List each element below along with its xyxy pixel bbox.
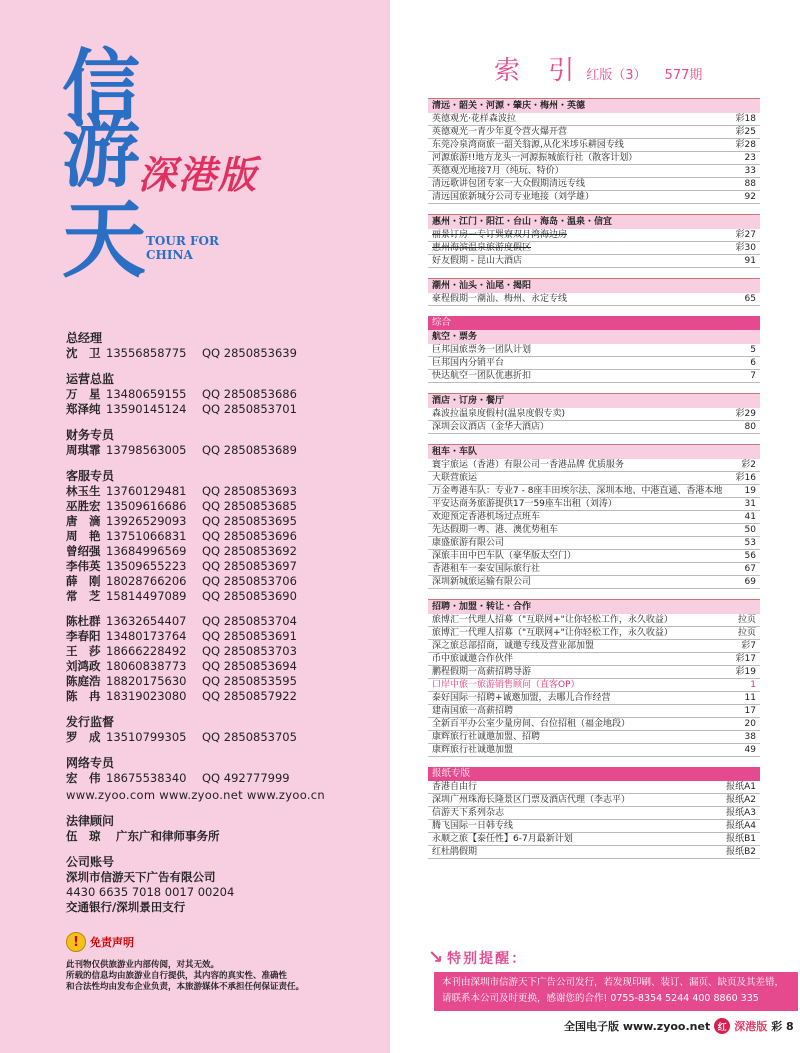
index-row-title: 森波拉温泉度假村(温泉度假专卖): [432, 409, 566, 419]
staff-phone: 13926529093: [106, 514, 187, 528]
staff-phone: 18028766206: [106, 574, 187, 588]
staff-directory: [66, 330, 386, 925]
staff-qq: QQ 2850853696: [202, 529, 297, 543]
index-row-page: 彩18: [735, 114, 756, 124]
staff-name: 罗 成: [66, 730, 101, 744]
index-row-page: 19: [744, 486, 756, 496]
staff-group-title: 运营总监: [66, 372, 115, 386]
index-row-page: 56: [744, 551, 756, 561]
notice-title: 特别提醒：: [447, 951, 528, 967]
website-list: [66, 788, 386, 803]
staff-qq: QQ 2850853595: [202, 674, 297, 688]
index-row[interactable]: [428, 807, 760, 820]
staff-person: [66, 689, 386, 704]
staff-phone: 18060838773: [106, 659, 187, 673]
staff-phone: 18666228492: [106, 644, 187, 658]
section-title: 招聘・加盟・转让・合作: [428, 599, 760, 614]
index-row-page: 彩7: [741, 641, 756, 651]
staff-phone: 13760129481: [106, 484, 187, 498]
index-row[interactable]: [428, 152, 760, 165]
index-section: [428, 278, 760, 306]
arrow-icon: ↘: [428, 947, 444, 968]
index-row[interactable]: [428, 165, 760, 178]
index-row-page: 65: [744, 294, 756, 304]
staff-group: [66, 614, 386, 704]
notice-line: 本刊由深圳市信游天下广告公司发行，若发现印刷、装订、漏页、缺页及其差错，: [442, 977, 785, 988]
section-title: 清远・韶关・河源・肇庆・梅州・英德: [428, 98, 760, 113]
staff-qq: QQ 2850853704: [202, 614, 297, 628]
staff-group-title: 网络专员: [66, 756, 115, 770]
index-row-title: 香港自由行: [432, 782, 478, 792]
staff-qq: QQ 2850853693: [202, 484, 297, 498]
index-row-title: 万金粤港车队：专业7 - 8座丰田埃尔法、深圳本地、中港直通、香港本地: [432, 486, 723, 496]
staff-name: 刘鸿政: [66, 659, 101, 673]
staff-qq: QQ 2850853706: [202, 574, 297, 588]
warning-icon: !: [66, 932, 86, 952]
index-row-page: 80: [744, 422, 756, 432]
index-row[interactable]: [428, 833, 760, 846]
staff-person: [66, 484, 386, 499]
staff-name: 郑泽纯: [66, 402, 101, 416]
disclaimer: [66, 932, 376, 993]
index-row[interactable]: [428, 370, 760, 383]
index-section: [428, 316, 760, 383]
index-row[interactable]: [428, 794, 760, 807]
index-row-title: 币中旅诚邀合作伙伴: [432, 654, 514, 664]
index-row-page: 20: [744, 719, 756, 729]
index-row[interactable]: [428, 511, 760, 524]
staff-name: 周琪霏: [66, 443, 101, 457]
index-row-page: 报纸A3: [726, 808, 756, 818]
index-row[interactable]: [428, 576, 760, 589]
staff-name: 李春阳: [66, 629, 101, 643]
staff-name: 陈庭浩: [66, 674, 101, 688]
index-title: 索 引: [494, 56, 585, 86]
staff-phone: 18319023080: [106, 689, 187, 703]
index-row-page: 23: [744, 153, 756, 163]
legal-name: 伍 琼: [66, 829, 101, 843]
index-row[interactable]: [428, 191, 760, 204]
index-row-page: 彩19: [735, 667, 756, 677]
index-row[interactable]: [428, 485, 760, 498]
index-row-page: 17: [744, 706, 756, 716]
index-row-title: 巨邦国内分销平台: [432, 358, 505, 368]
index-row-title: 深圳会议酒店（金华大酒店）: [432, 422, 550, 432]
footer-page: 彩 8: [771, 1020, 794, 1033]
index-section: [428, 98, 760, 204]
staff-qq: QQ 2850853695: [202, 514, 297, 528]
index-row[interactable]: [428, 781, 760, 794]
index-row[interactable]: [428, 744, 760, 757]
index-section: [428, 444, 760, 589]
index-row-title: 康辉旅行社诚邀加盟、招聘: [432, 732, 541, 742]
right-panel: [414, 0, 800, 1053]
index-row-page: 彩27: [735, 230, 756, 240]
index-row-title: 腾飞国际一日韩专线: [432, 821, 514, 831]
magazine-logo: [62, 42, 262, 289]
index-row-title: 英德观光一青少年夏令营火爆开营: [432, 127, 568, 137]
staff-group: [66, 755, 386, 786]
staff-person: [66, 346, 386, 361]
staff-name: 陈 冉: [66, 689, 101, 703]
account-company: 深圳市信游天下广告有限公司: [66, 870, 216, 884]
staff-name: 李伟英: [66, 559, 101, 573]
staff-phone: 13798563005: [106, 443, 187, 457]
staff-phone: 13509616686: [106, 499, 187, 513]
staff-qq: QQ 2850857922: [202, 689, 297, 703]
staff-person: [66, 659, 386, 674]
staff-name: 王 莎: [66, 644, 101, 658]
staff-qq: QQ 2850853639: [202, 346, 297, 360]
staff-phone: 13590145124: [106, 402, 187, 416]
staff-phone: 13632654407: [106, 614, 187, 628]
index-row-page: 彩28: [735, 140, 756, 150]
staff-name: 曾绍强: [66, 544, 101, 558]
index-row-title: 深之旅总部招商，诚邀专线及营业部加盟: [432, 641, 595, 651]
index-row[interactable]: [428, 640, 760, 653]
footer-label: 全国电子版 www.zyoo.net: [564, 1020, 711, 1033]
staff-qq: QQ 2850853703: [202, 644, 297, 658]
index-row[interactable]: [428, 550, 760, 563]
section-title: 惠州・江门・阳江・台山・海岛・温泉・信宜: [428, 214, 760, 229]
index-row-title: 欢迎预定香港机场过点班车: [432, 512, 541, 522]
section-title: 综合: [428, 316, 760, 330]
index-row-page: 33: [744, 166, 756, 176]
index-row-page: 67: [744, 564, 756, 574]
index-row-page: 彩16: [735, 473, 756, 483]
index-row-page: 报纸B1: [726, 834, 756, 844]
legal-title: 法律顾问: [66, 814, 115, 828]
staff-name: 巫胜宏: [66, 499, 101, 513]
index-row-title: 大联营旅运: [432, 473, 478, 483]
index-row-title: 建南国旅一高薪招聘: [432, 706, 514, 716]
index-row-page: 彩17: [735, 654, 756, 664]
index-row-page: 50: [744, 525, 756, 535]
staff-phone: 13751066831: [106, 529, 187, 543]
index-row-title: 英德观光·花样森波拉: [432, 114, 516, 124]
staff-person: [66, 629, 386, 644]
footer-brand: 深港版: [734, 1020, 768, 1033]
index-row-title: 快达航空一团队优惠折扣: [432, 371, 532, 381]
index-row-page: 拉页: [737, 615, 756, 625]
index-row[interactable]: [428, 255, 760, 268]
index-row-page: 69: [744, 577, 756, 587]
index-row-title: 康辉旅行社诚邀加盟: [432, 745, 514, 755]
index-row-title: 永顺之旅【泰任性】6-7月最新计划: [432, 834, 573, 844]
staff-person: [66, 387, 386, 402]
staff-person: [66, 614, 386, 629]
index-row-page: 7: [750, 371, 756, 381]
index-row-title: 信游天下系列杂志: [432, 808, 505, 818]
staff-name: 沈 卫: [66, 346, 101, 360]
staff-group-title: 客服专员: [66, 469, 115, 483]
staff-qq: QQ 2850853694: [202, 659, 297, 673]
account-number: 4430 6635 7018 0017 00204: [66, 885, 235, 899]
staff-name: 常 芝: [66, 589, 101, 603]
index-row[interactable]: [428, 242, 760, 255]
index-row[interactable]: [428, 293, 760, 306]
index-row[interactable]: [428, 653, 760, 666]
index-row-page: 31: [744, 499, 756, 509]
disclaimer-line: 此刊物仅供旅游业内部传阅，对其无效。: [66, 960, 220, 970]
staff-person: [66, 443, 386, 458]
index-row-page: 彩30: [735, 243, 756, 253]
index-row-page: 报纸A4: [726, 821, 756, 831]
page-footer: [564, 1018, 794, 1034]
index-row[interactable]: [428, 472, 760, 485]
index-row-title: 深圳新城旅运输有限公司: [432, 577, 532, 587]
section-subtitle: 航空・票务: [428, 330, 760, 344]
index-row-page: 6: [750, 358, 756, 368]
websites: www.zyoo.com www.zyoo.net www.zyoo.cn: [66, 788, 326, 802]
staff-qq: QQ 2850853697: [202, 559, 297, 573]
staff-qq: QQ 2850853685: [202, 499, 297, 513]
section-title: 报纸专版: [428, 767, 760, 781]
staff-qq: QQ 2850853686: [202, 387, 297, 401]
index-row[interactable]: [428, 126, 760, 139]
index-row-page: 49: [744, 745, 756, 755]
index-row-title: 清远歌讲包团专家一大众假期清远专线: [432, 179, 586, 189]
staff-phone: 13684996569: [106, 544, 187, 558]
staff-group-title: 发行监督: [66, 715, 115, 729]
staff-person: [66, 402, 386, 417]
legal-firm: 广东广和律师事务所: [116, 829, 220, 843]
index-row[interactable]: [428, 229, 760, 242]
staff-phone: 13510799305: [106, 730, 187, 744]
index-row[interactable]: [428, 820, 760, 833]
notice-body: [434, 972, 798, 1011]
staff-person: [66, 644, 386, 659]
index-row[interactable]: [428, 344, 760, 357]
index-row[interactable]: [428, 614, 760, 627]
index-row[interactable]: [428, 113, 760, 126]
index-row[interactable]: [428, 563, 760, 576]
account-bank: 交通银行/深圳景田支行: [66, 900, 186, 914]
index-sections: [428, 98, 760, 869]
index-row[interactable]: [428, 139, 760, 152]
staff-person: [66, 499, 386, 514]
staff-qq: QQ 2850853690: [202, 589, 297, 603]
index-row-title: 英德观光地接7月（纯玩、特价）: [432, 166, 564, 176]
logo-char-1: 信: [62, 42, 141, 132]
index-row-page: 91: [744, 256, 756, 266]
staff-qq: QQ 2850853691: [202, 629, 297, 643]
staff-phone: 18675538340: [106, 771, 187, 785]
index-row-page: 11: [744, 693, 756, 703]
index-row[interactable]: [428, 537, 760, 550]
staff-name: 林玉生: [66, 484, 101, 498]
staff-person: [66, 771, 386, 786]
index-row-title: 寰宇旅运（香港）有限公司一香港品牌 优质服务: [432, 460, 624, 470]
index-row[interactable]: [428, 846, 760, 859]
index-row-title: 口岸中旅一旅游销售顾问（直客OP）: [432, 680, 580, 690]
staff-phone: 13480173764: [106, 629, 187, 643]
staff-name: 陈杜群: [66, 614, 101, 628]
index-row[interactable]: [428, 459, 760, 472]
staff-group-title: 总经理: [66, 331, 103, 345]
index-row-title: 先达假期一粤、港、澳优势租车: [432, 525, 559, 535]
index-row-title: 旅博汇一代理人招募（"互联网+"让你轻松工作，永久收益）: [432, 628, 673, 638]
staff-person: [66, 730, 386, 745]
index-row[interactable]: [428, 731, 760, 744]
disclaimer-line: 和合法性均由发布企业负责，本旅游媒体不承担任何保证责任。: [66, 982, 305, 992]
section-title: 酒店・订房・餐厅: [428, 393, 760, 408]
index-row-title: 深旅丰田中巴车队（豪华版太空门）: [432, 551, 577, 561]
staff-person: [66, 514, 386, 529]
index-row-title: 好友假期 - 昆山大酒店: [432, 256, 522, 266]
logo-char-3: 天: [62, 191, 147, 289]
staff-qq: QQ 2850853701: [202, 402, 297, 416]
staff-name: 宏 伟: [66, 771, 101, 785]
index-row-title: 鹏程假期一高薪招聘导游: [432, 667, 532, 677]
index-row[interactable]: [428, 178, 760, 191]
staff-phone: 13509655223: [106, 559, 187, 573]
legal-group: [66, 813, 386, 844]
staff-person: [66, 544, 386, 559]
index-row[interactable]: [428, 718, 760, 731]
index-row-page: 92: [744, 192, 756, 202]
staff-group: [66, 468, 386, 604]
index-row-page: 5: [750, 345, 756, 355]
index-row-page: 彩25: [735, 127, 756, 137]
red-edition-badge-icon: 红: [714, 1018, 730, 1034]
index-section: [428, 599, 760, 757]
staff-qq: QQ 492777999: [202, 771, 290, 785]
index-row-page: 53: [744, 538, 756, 548]
index-row-title: 豪程假期一潮汕、梅州、永定专线: [432, 294, 568, 304]
index-issue: 577期: [664, 68, 703, 83]
staff-name: 周 艳: [66, 529, 101, 543]
index-row[interactable]: [428, 627, 760, 640]
index-row[interactable]: [428, 524, 760, 537]
staff-group: [66, 330, 386, 361]
index-row-page: 彩2: [741, 460, 756, 470]
index-header: [494, 50, 702, 87]
index-edition: 红版（3）: [586, 68, 647, 83]
index-row-title: 泰好国际一招聘+诚邀加盟，去哪儿合作经营: [432, 693, 611, 703]
index-row[interactable]: [428, 679, 760, 692]
index-row-page: 38: [744, 732, 756, 742]
index-section: [428, 393, 760, 434]
index-row-title: 惠州海滨温泉旅游度假区: [432, 243, 532, 253]
index-row-page: 报纸B2: [726, 847, 756, 857]
index-row-title: 香港租车一泰安国际旅行社: [432, 564, 541, 574]
staff-qq: QQ 2850853705: [202, 730, 297, 744]
index-row[interactable]: [428, 421, 760, 434]
index-row-page: 88: [744, 179, 756, 189]
index-row-page: 1: [750, 680, 756, 690]
notice-line: 请联系本公司及时更换，感谢您的合作! 0755-8354 5244 400 8860 335: [442, 993, 759, 1004]
staff-phone: 15814497089: [106, 589, 187, 603]
staff-person: [66, 589, 386, 604]
staff-phone: 13556858775: [106, 346, 187, 360]
index-row-title: 旅博汇一代理人招募（"互联网+"让你轻松工作，永久收益）: [432, 615, 673, 625]
account-group: [66, 854, 386, 915]
staff-group: [66, 427, 386, 458]
logo-subtitle: 深港版: [138, 152, 259, 197]
staff-group-title: 财务专员: [66, 428, 115, 442]
index-row-title: 河源旅游!!地方龙头一河源振城旅行社（散客计划）: [432, 153, 638, 163]
staff-name: 唐 滴: [66, 514, 101, 528]
index-row-page: 拉页: [737, 628, 756, 638]
index-row-title: 巨邦国旅票务一团队计划: [432, 345, 532, 355]
index-row-title: 深圳广州珠海长隆景区门票及酒店代理（李志平）: [432, 795, 631, 805]
staff-phone: 13480659155: [106, 387, 187, 401]
special-notice: [428, 948, 798, 1011]
index-row[interactable]: [428, 408, 760, 421]
index-row-page: 彩29: [735, 409, 756, 419]
staff-name: 万 星: [66, 387, 101, 401]
account-title: 公司账号: [66, 855, 115, 869]
staff-person: [66, 574, 386, 589]
left-panel: [0, 0, 390, 1053]
index-row-title: 全新百平办公室少量房间、台位招租（福金地段）: [432, 719, 631, 729]
section-title: 租车・车队: [428, 444, 760, 459]
index-row-page: 报纸A1: [726, 782, 756, 792]
index-row-title: 东莞冷泉湾商旅一韶关翁源,从化米埗乐耕园专线: [432, 140, 624, 150]
staff-phone: 18820175630: [106, 674, 187, 688]
index-row-page: 41: [744, 512, 756, 522]
index-section: [428, 767, 760, 859]
index-row-title: 红杜鹃假期: [432, 847, 478, 857]
disclaimer-title: 免责声明: [90, 936, 134, 949]
logo-char-2: 游: [62, 108, 141, 198]
index-row-title: 丽景订房一专订巽寮双月湾海边房: [432, 230, 568, 240]
disclaimer-line: 所载的信息均由旅游业自行提供，其内容的真实性、准确性: [66, 971, 288, 981]
index-row[interactable]: [428, 666, 760, 679]
index-row[interactable]: [428, 357, 760, 370]
logo-english: TOUR FOR CHINA: [146, 234, 219, 262]
index-row[interactable]: [428, 705, 760, 718]
staff-person: [66, 529, 386, 544]
staff-person: [66, 559, 386, 574]
index-row-title: 清远国旅新城分公司专业地接（刘学雄）: [432, 192, 595, 202]
staff-qq: QQ 2850853692: [202, 544, 297, 558]
index-row-title: 平安达商务旅游提供17一59座车出租（刘涛）: [432, 499, 617, 509]
index-row-title: 康盛旅游有限公司: [432, 538, 505, 548]
index-row-page: 报纸A2: [726, 795, 756, 805]
index-row[interactable]: [428, 692, 760, 705]
section-title: 潮州・汕头・汕尾・揭阳: [428, 278, 760, 293]
staff-group: [66, 371, 386, 417]
staff-person: [66, 674, 386, 689]
staff-qq: QQ 2850853689: [202, 443, 297, 457]
staff-group: [66, 714, 386, 745]
staff-name: 薛 刚: [66, 574, 101, 588]
index-row[interactable]: [428, 498, 760, 511]
index-section: [428, 214, 760, 268]
